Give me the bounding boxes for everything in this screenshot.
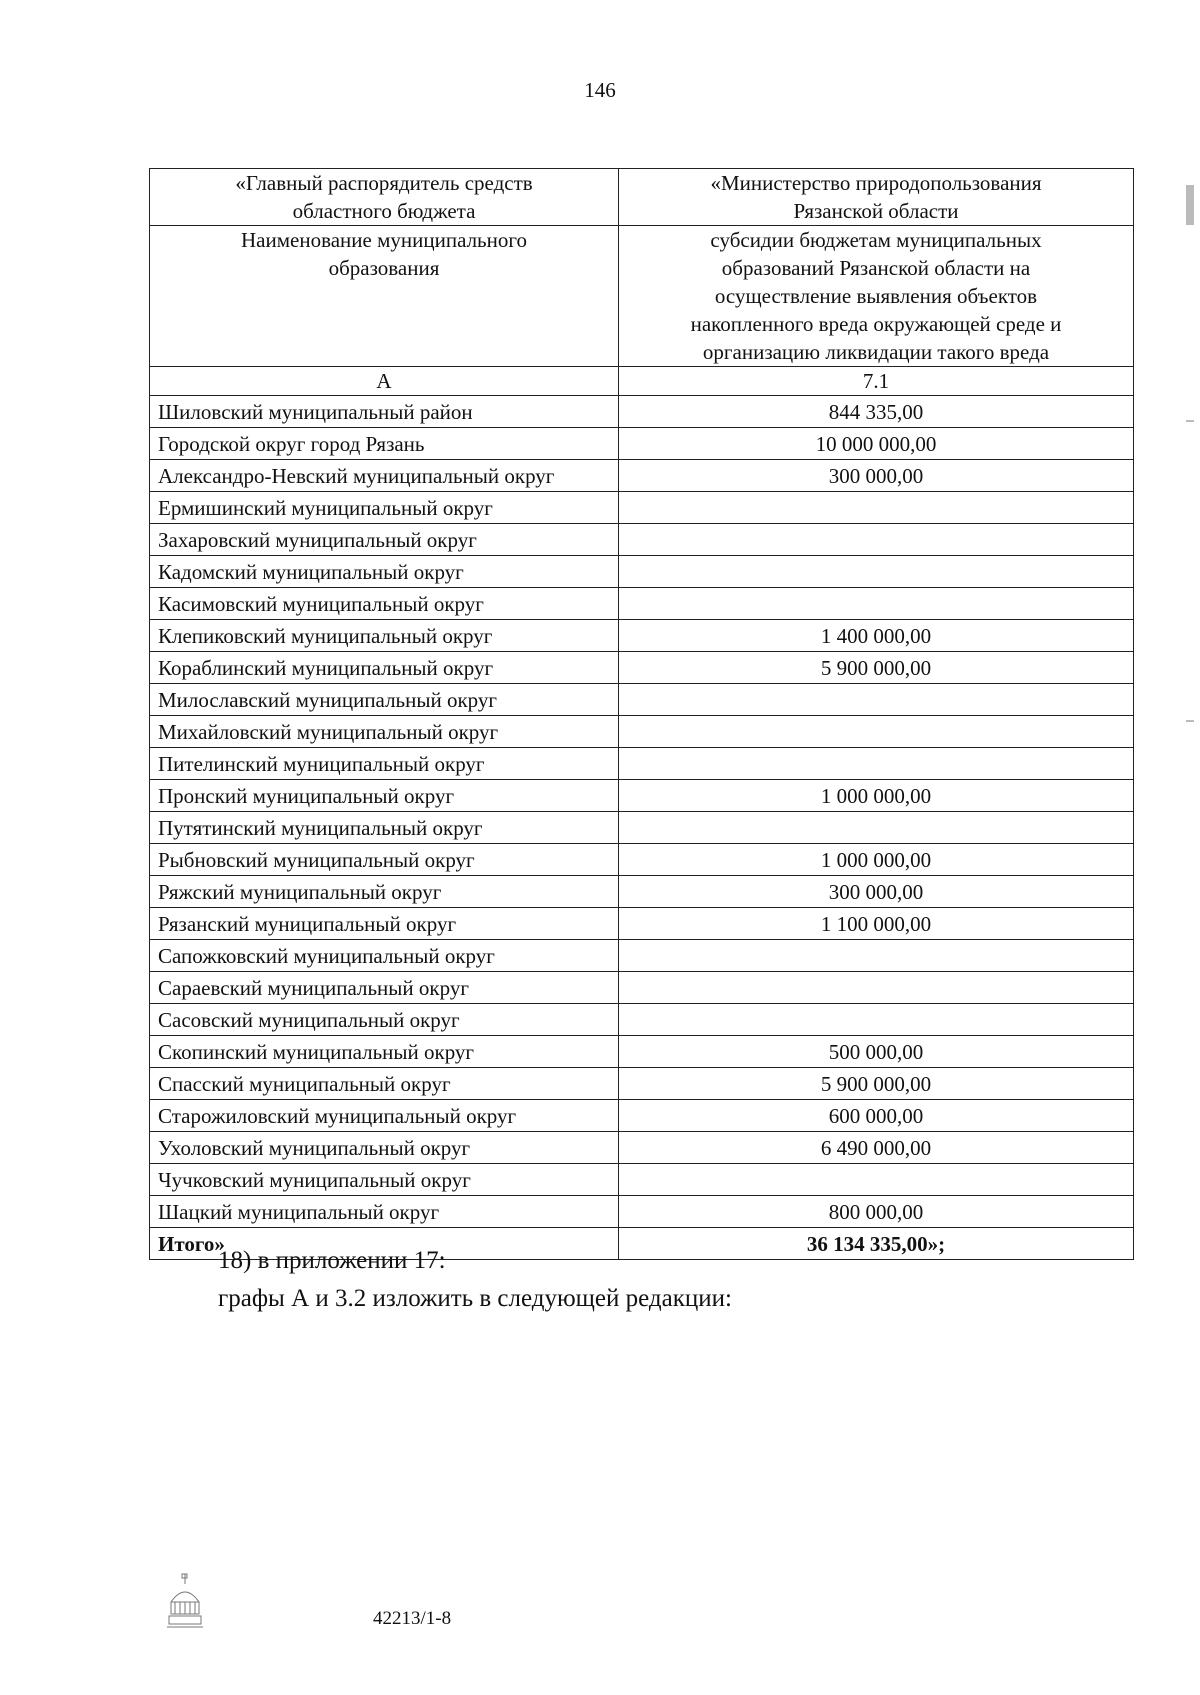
municipality-name: Сараевский муниципальный округ xyxy=(150,972,619,1004)
table-row xyxy=(150,876,1134,908)
subsidy-amount xyxy=(619,1004,1134,1036)
header-text: «Министерство природопользования xyxy=(710,171,1042,195)
municipality-name: Кораблинский муниципальный округ xyxy=(150,652,619,684)
municipality-name: Ряжский муниципальный округ xyxy=(150,876,619,908)
municipality-name: Кадомский муниципальный округ xyxy=(150,556,619,588)
header-text: Наименование муниципального xyxy=(241,228,527,252)
municipality-name: Рыбновский муниципальный округ xyxy=(150,844,619,876)
document-code: 42213/1-8 xyxy=(373,1608,452,1629)
municipality-name: Касимовский муниципальный округ xyxy=(150,588,619,620)
subsidy-amount xyxy=(619,972,1134,1004)
subsidy-amount: 500 000,00 xyxy=(619,1036,1134,1068)
scan-edge-mark xyxy=(1186,185,1194,225)
table-row xyxy=(150,428,1134,460)
municipality-name: Пителинский муниципальный округ xyxy=(150,748,619,780)
scan-edge-mark xyxy=(1186,720,1194,722)
subsidy-amount: 1 000 000,00 xyxy=(619,844,1134,876)
subsidy-amount xyxy=(619,940,1134,972)
subsidy-amount: 10 000 000,00 xyxy=(619,428,1134,460)
subsidy-amount: 1 000 000,00 xyxy=(619,780,1134,812)
subsidy-amount xyxy=(619,684,1134,716)
table-row xyxy=(150,908,1134,940)
municipality-name: Клепиковский муниципальный округ xyxy=(150,620,619,652)
table-row xyxy=(150,972,1134,1004)
table-row xyxy=(150,1004,1134,1036)
header-text: накопленного вреда окружающей среде и xyxy=(690,312,1062,336)
subsidy-amount xyxy=(619,748,1134,780)
table-row xyxy=(150,1196,1134,1228)
total-label: Итого» xyxy=(150,1228,619,1260)
subsidy-amount: 600 000,00 xyxy=(619,1100,1134,1132)
table-row xyxy=(150,492,1134,524)
subsidy-amount xyxy=(619,716,1134,748)
scan-edge-mark xyxy=(1186,420,1194,422)
columns-revision-paragraph: графы А и 3.2 изложить в следующей редакции: xyxy=(218,1285,732,1312)
table-row xyxy=(150,1068,1134,1100)
subsidy-amount xyxy=(619,492,1134,524)
municipality-name: Скопинский муниципальный округ xyxy=(150,1036,619,1068)
header-text: областного бюджета xyxy=(292,199,476,223)
municipality-name: Шиловский муниципальный район xyxy=(150,396,619,428)
subsidy-amount: 300 000,00 xyxy=(619,876,1134,908)
header-text: образований Рязанской области на xyxy=(721,256,1031,280)
municipality-name: Городской округ город Рязань xyxy=(150,428,619,460)
table-row xyxy=(150,748,1134,780)
municipality-name: Шацкий муниципальный округ xyxy=(150,1196,619,1228)
subsidy-amount: 844 335,00 xyxy=(619,396,1134,428)
municipality-name: Милославский муниципальный округ xyxy=(150,684,619,716)
table-row xyxy=(150,460,1134,492)
column-code-a: А xyxy=(150,367,619,396)
table-row xyxy=(150,396,1134,428)
subsidy-amount: 5 900 000,00 xyxy=(619,652,1134,684)
subsidy-amount: 300 000,00 xyxy=(619,460,1134,492)
header-text: образования xyxy=(328,256,440,280)
subsidy-amount xyxy=(619,812,1134,844)
subsidy-amount: 5 900 000,00 xyxy=(619,1068,1134,1100)
header-row-purpose xyxy=(150,226,1134,367)
page-number: 146 xyxy=(584,78,616,102)
header-row-administrator xyxy=(150,169,1134,226)
table-row xyxy=(150,1164,1134,1196)
table-row xyxy=(150,1100,1134,1132)
subsidy-amount xyxy=(619,556,1134,588)
header-text: субсидии бюджетам муниципальных xyxy=(710,228,1042,252)
header-row-codes xyxy=(150,367,1134,396)
header-text: Рязанской области xyxy=(793,199,959,223)
table-row xyxy=(150,652,1134,684)
municipality-name: Спасский муниципальный округ xyxy=(150,1068,619,1100)
appendix-17-paragraph: 18) в приложении 17: xyxy=(218,1247,446,1274)
column-code-7-1: 7.1 xyxy=(619,367,1134,396)
budget-table xyxy=(149,168,1134,1260)
municipality-name: Ермишинский муниципальный округ xyxy=(150,492,619,524)
subsidy-amount xyxy=(619,524,1134,556)
municipality-name: Сасовский муниципальный округ xyxy=(150,1004,619,1036)
table-row xyxy=(150,1036,1134,1068)
table-row xyxy=(150,940,1134,972)
subsidy-amount: 1 400 000,00 xyxy=(619,620,1134,652)
table-row xyxy=(150,844,1134,876)
table-row xyxy=(150,812,1134,844)
municipality-name: Старожиловский муниципальный округ xyxy=(150,1100,619,1132)
table-row xyxy=(150,588,1134,620)
table-row xyxy=(150,556,1134,588)
municipality-name: Александро-Невский муниципальный округ xyxy=(150,460,619,492)
seal-stamp xyxy=(165,1572,205,1630)
table-row xyxy=(150,780,1134,812)
header-cell-ministry xyxy=(619,169,1134,226)
subsidy-amount: 1 100 000,00 xyxy=(619,908,1134,940)
header-text: «Главный распорядитель средств xyxy=(235,171,533,195)
municipality-name: Путятинский муниципальный округ xyxy=(150,812,619,844)
municipality-name: Чучковский муниципальный округ xyxy=(150,1164,619,1196)
municipality-name: Рязанский муниципальный округ xyxy=(150,908,619,940)
subsidy-amount xyxy=(619,1164,1134,1196)
header-cell-administrator-label xyxy=(150,169,619,226)
municipality-name: Сапожковский муниципальный округ xyxy=(150,940,619,972)
header-cell-municipality-label xyxy=(150,226,619,367)
subsidy-amount: 800 000,00 xyxy=(619,1196,1134,1228)
table-row xyxy=(150,1132,1134,1164)
municipality-name: Михайловский муниципальный округ xyxy=(150,716,619,748)
table-row xyxy=(150,620,1134,652)
table-row xyxy=(150,524,1134,556)
municipality-name: Пронский муниципальный округ xyxy=(150,780,619,812)
municipality-name: Захаровский муниципальный округ xyxy=(150,524,619,556)
municipality-name: Ухоловский муниципальный округ xyxy=(150,1132,619,1164)
total-amount: 36 134 335,00»; xyxy=(619,1228,1134,1260)
header-cell-subsidy-purpose xyxy=(619,226,1134,367)
header-text: организацию ликвидации такого вреда xyxy=(702,340,1050,364)
table-row xyxy=(150,684,1134,716)
table-row xyxy=(150,716,1134,748)
subsidy-amount: 6 490 000,00 xyxy=(619,1132,1134,1164)
subsidy-amount xyxy=(619,588,1134,620)
header-text: осуществление выявления объектов xyxy=(714,284,1038,308)
